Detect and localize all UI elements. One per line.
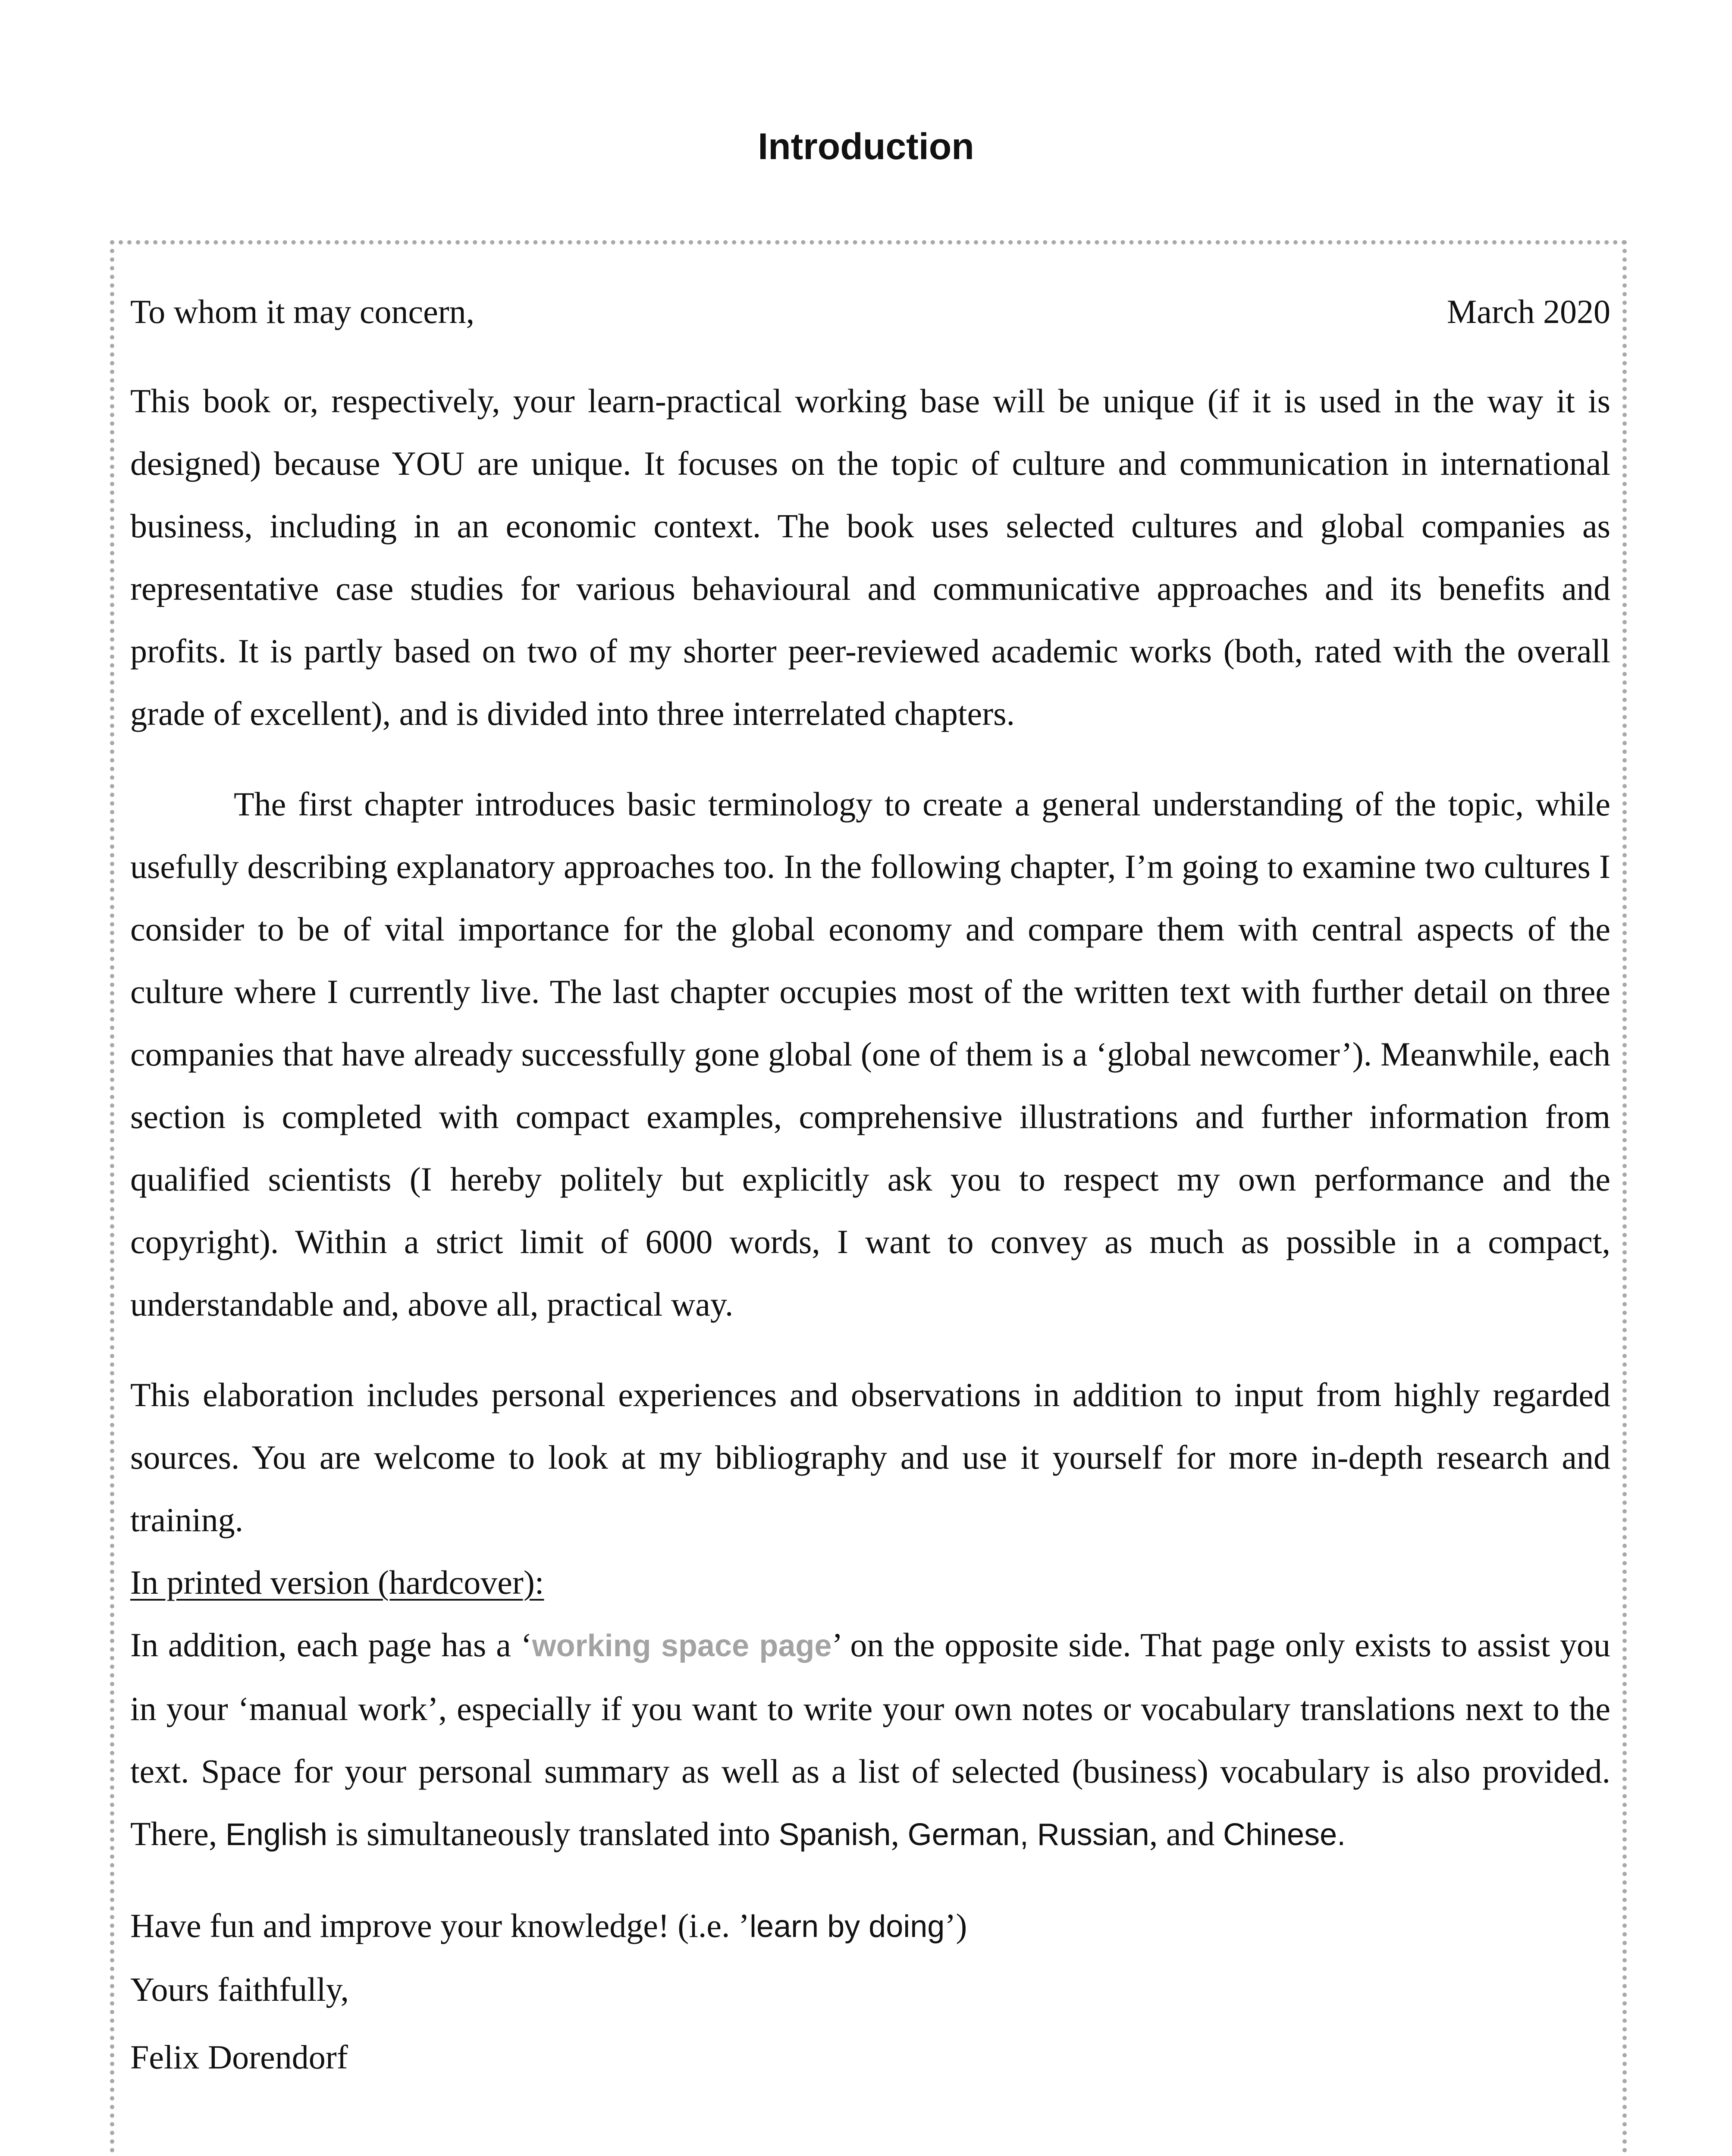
p4-text-1: In addition, each page has a ‘ [130,1626,532,1664]
p4-sep-1: , [891,1815,908,1852]
paragraph-chapters: The first chapter introduces basic terminology to create a general understanding of the topic, while usefully describing explanatory approaches too. In the following chapter, I’m going to examine two cultures I consider to be of vital importance for the global economy and compare them with central aspects of the culture where I currently live. The last chapter occupies most of the written text with further detail on three companies that have already successfully gone global (one of them is a ‘global newcomer’). Meanwhile, each section is completed with compact examples, comprehensive illustrations and further information from qualified scientists (I hereby politely but explicitly ask you to respect my own performance and the copyright). Within a strict limit of 6000 words, I want to convey as much as possible in a compact, understandable and, above all, practical way. [130,785,1610,1323]
p5-text-2: ’) [944,1907,967,1944]
p4-sep-2: , [1020,1818,1037,1852]
letter-date: March 2020 [1446,293,1610,330]
language-chinese: Chinese [1223,1818,1337,1852]
p5-text-1: Have fun and improve your knowledge! (i.e. ’ [130,1907,750,1944]
paragraph-intro: This book or, respectively, your learn-practical working base will be unique (if it is used in the way it is designed) because YOU are unique. It focuses on the topic of culture and communication in international business, including in an economic context. The book uses selected cultures and global companies as representative case studies for various behavioural and communicative approaches and its benefits and profits. It is partly based on two of my shorter peer-reviewed academic works (both, rated with the overall grade of excellent), and is divided into three interrelated chapters. [130,382,1610,732]
salutation: To whom it may concern, [130,293,475,330]
language-spanish: Spanish [778,1818,891,1852]
language-english: English [225,1818,328,1852]
salutation-row [130,280,1610,343]
letter-content [130,280,1610,2088]
working-space-page-term: working space page [532,1629,832,1663]
page-title: Introduction [758,126,974,167]
printed-version-heading: In printed version (hardcover): [130,1564,544,1601]
paragraph-printed-version [130,1614,1610,1866]
p4-text-3: is simultaneously translated into [327,1815,779,1852]
signature: Felix Dorendorf [130,2038,348,2076]
language-german: German [907,1818,1020,1852]
closing: Yours faithfully, [130,1971,349,2008]
paragraph-have-fun [130,1894,1610,1958]
learn-by-doing-phrase: learn by doing [750,1909,945,1944]
p4-sep-3: , and [1149,1815,1223,1852]
p4-text-2: ’ on the opposite side. That page only exists to assist you in your ‘manual work’, especially if you want to write your own notes or vocabulary translations next to the text. Space for your personal summary as well as a list of selected (business) vocabulary is also provided. There, [130,1626,1610,1852]
paragraph-sources: This elaboration includes personal experiences and observations in addition to input from highly regarded sources. You are welcome to look at my bibliography and use it yourself for more in-depth research and training. [130,1376,1610,1539]
p4-end: . [1337,1818,1346,1852]
language-russian: Russian [1037,1818,1149,1852]
